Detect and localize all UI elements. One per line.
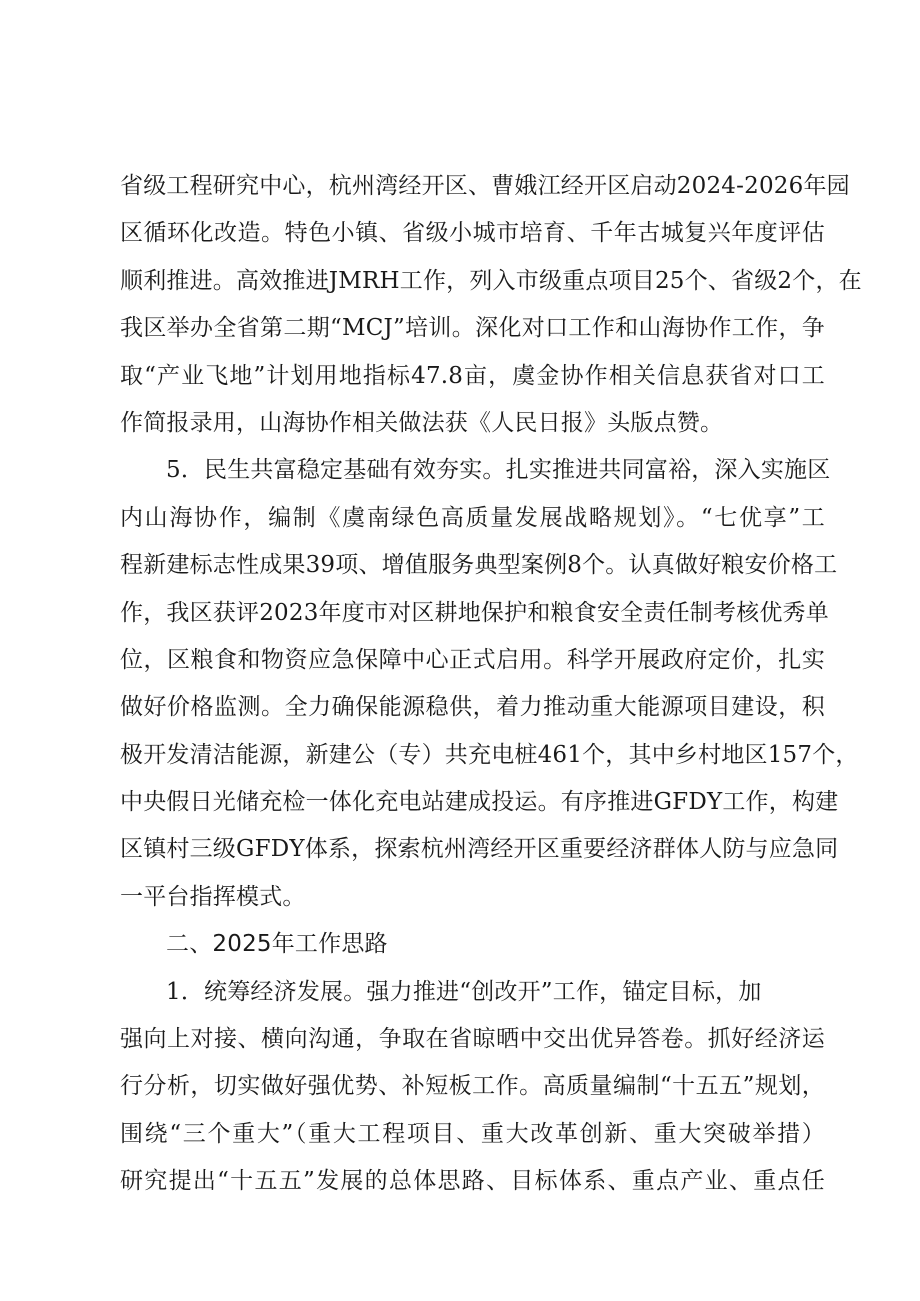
text-line: 取“产业飞地”计划用地指标47.8亩，虞金协作相关信息获省对口工 [120,362,825,389]
text-line: 省级工程研究中心，杭州湾经开区、曹娥江经开区启动2024-2026年园 [120,173,850,199]
section-heading: 二、2025年工作思路 [166,931,388,958]
text-line: 1．统筹经济发展。强力推进“创改开”工作，锚定目标，加 [166,978,762,1005]
text-line: 做好价格监测。全力确保能源稳供，着力推动重大能源项目建设，积 [120,694,825,721]
text-line: 研究提出“十五五”发展的总体思路、目标体系、重点产业、重点任 [120,1168,825,1195]
text-line: 围绕“三个重大”（重大工程项目、重大改革创新、重大突破举措） [120,1120,825,1147]
paragraph-item-5 [120,447,859,921]
text-line: 行分析，切实做好强优势、补短板工作。高质量编制“十五五”规划， [120,1073,825,1100]
document-body [120,163,862,1206]
text-line: 作简报录用，山海协作相关做法获《人民日报》头版点赞。 [120,409,724,436]
text-line: 5．民生共富稳定基础有效夯实。扎实推进共同富裕，深入实施区 [166,457,831,484]
text-line: 内山海协作，编制《虞南绿色高质量发展战略规划》。“七优享”工 [120,504,825,531]
text-line: 程新建标志性成果39项、增值服务典型案例8个。认真做好粮安价格工 [120,552,838,579]
text-line: 位，区粮食和物资应急保障中心正式启用。科学开展政府定价，扎实 [120,646,825,673]
text-line: 作，我区获评2023年度市对区耕地保护和粮食安全责任制考核优秀单 [120,599,829,626]
paragraph-item-1 [120,969,825,1206]
text-line: 一平台指挥模式。 [120,883,306,910]
text-line: 区镇村三级GFDY体系，探索杭州湾经开区重要经济群体人防与应急同 [120,836,839,863]
paragraph-continuation [120,163,862,447]
text-line: 我区举办全省第二期“MCJ”培训。深化对口工作和山海协作工作，争 [120,315,825,342]
text-line: 区循环化改造。特色小镇、省级小城市培育、千年古城复兴年度评估 [120,220,825,247]
text-line: 顺利推进。高效推进JMRH工作，列入市级重点项目25个、省级2个，在 [120,267,862,294]
text-line: 极开发清洁能源，新建公（专）共充电桩461个，其中乡村地区157个， [120,741,859,768]
text-line: 强向上对接、横向沟通，争取在省晾晒中交出优异答卷。抓好经济运 [120,1026,825,1053]
text-line: 中央假日光储充检一体化充电站建成投运。有序推进GFDY工作，构建 [120,789,839,816]
